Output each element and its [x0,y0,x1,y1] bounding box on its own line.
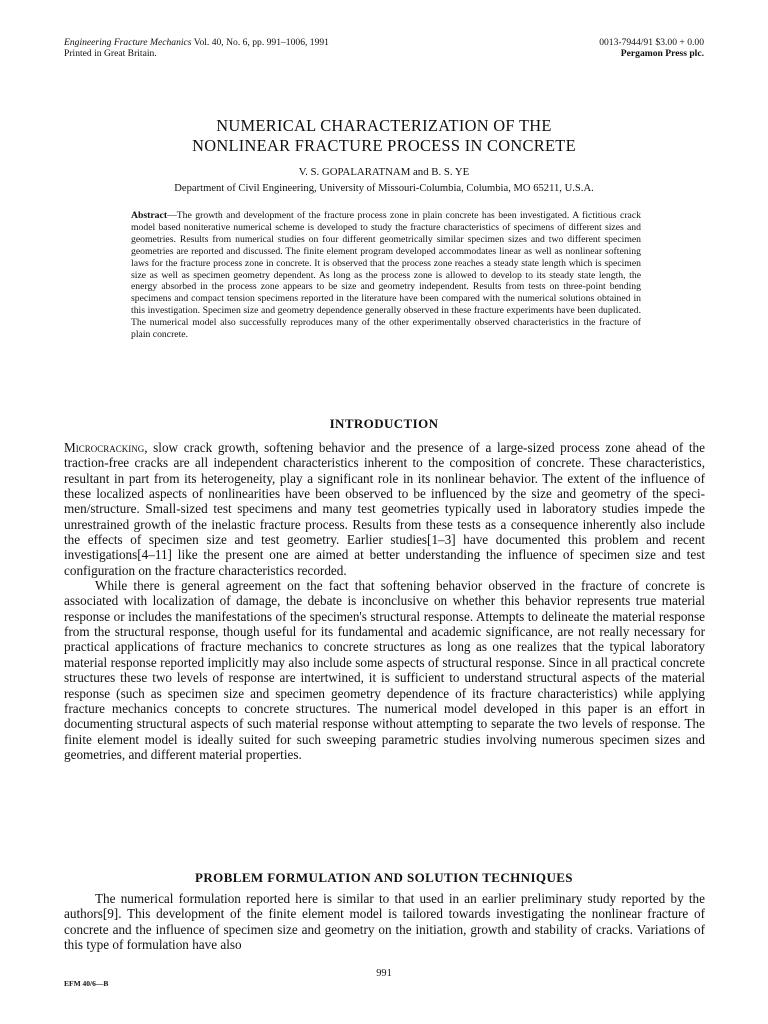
title-line-2: NONLINEAR FRACTURE PROCESS IN CONCRETE [192,136,576,155]
introduction-paragraph-2: While there is general agreement on the fact that softening behavior observed in the fracture of concrete is associated with localization of damage, the debate is inconclusive on whether this behavior represents true material response or includes the manifestations of the specimen's structural response. Attempts to delineate the material response from the structural response, though useful for its fundamental and academic significance, are not really necessary for practical applications of fracture mechanics to concrete structures as long as one realizes that the typical laboratory material response reported implicitly may also include some aspects of structural response. Since in all practical concrete structures these two levels of response are intertwined, it is sufficient to understand structural aspects of the material response (such as specimen size and specimen geometry dependence of its fracture characteristics) while applying fracture mechanics concepts to concrete structures. The numerical model developed in this paper is an effort in documenting structural aspects of such material response without attempting to separate the two levels of response. The finite element model is ideally suited for such sweeping parametric studies involving numerous specimen sizes and geometries, and different material properties. [64,578,705,762]
affiliation: Department of Civil Engineering, University of Missouri-Columbia, Columbia, MO 65211, U.S.A. [174,183,594,194]
paper-title [64,116,704,156]
abstract-label: Abstract [131,210,168,221]
footer-code: EFM 40/6—B [64,979,109,988]
abstract [131,210,641,341]
journal-name: Engineering Fracture Mechanics [64,37,192,48]
introduction-body [64,440,705,762]
introduction-paragraph-1 [64,440,705,578]
authors: V. S. GOPALARATNAM and B. S. YE [298,166,470,178]
paragraph-text: , slow crack growth, softening behavior and the presence of a large-sized process zone ahead of the traction-free cracks are all independent characteristics inherent to the composition of concrete. These characteristics, resultant in part from its heterogeneity, play a significant role in its nonlinear behavior. The extent of the influence of these localized aspects of nonlinearities have been observed to be influenced by the size and geometry of the speci-men/structure. Small-sized test specimens and many test geometries typically used in laboratory studies impede the unrestrained growth of the inelastic fracture process. Results from these tests as a consequence inherently also include the effects of specimen size and test geometry. Earlier studies[1–3] have documented this problem and recent investigations[4–11] like the present one are aimed at better understanding the influence of specimen size and test configuration on the fracture characteristics recorded. [64,440,705,578]
abstract-text: —The growth and development of the fracture process zone in plain concrete has been investigated. A fictitious crack model based noniterative numerical scheme is developed to study the fracture characteristics of specimens of different sizes and geometries. Results from numerical studies on four different geometrically similar specimen sizes and two different specimen geometries are reported and discussed. The finite element program developed accommodates linear as well as nonlinear softening laws for the fracture process zone in concrete. It is observed that the process zone reaches a steady state length which is specimen size as well as specimen geometry dependent. As long as the process zone is allowed to develop to its steady state length, the energy absorbed in the process zone appears to be size and geometry independent. Results from tests on three-point bending specimens and compact tension specimens reported in the literature have been compared with the numerical solutions obtained in this investigation. Specimen size and geometry dependence generally observed in these fracture experiments have been duplicated. The numerical model also successfully reproduces many of the other experimentally observed characteristics in the fracture of plain concrete. [131,210,641,341]
journal-header-left [64,37,329,59]
page-number: 991 [376,968,392,979]
problem-formulation-body [64,891,705,952]
title-line-1: NUMERICAL CHARACTERIZATION OF THE [216,116,552,135]
lead-word: Microcracking [64,440,145,455]
journal-citation-line [64,37,329,48]
publisher: Pergamon Press plc. [620,48,704,59]
printed-note: Printed in Great Britain. [64,48,157,59]
journal-citation: Vol. 40, No. 6, pp. 991–1006, 1991 [193,37,329,48]
problem-paragraph-1: The numerical formulation reported here is similar to that used in an earlier preliminary study reported by the authors[9]. This development of the finite element model is tailored towards investigating the nonlinear fracture of concrete and the influence of specimen size and geometry on the initiation, growth and stability of cracks. Variations of this type of formulation have also [64,891,705,953]
issn-price: 0013-7944/91 $3.00 + 0.00 [599,37,704,48]
section-heading-introduction: INTRODUCTION [329,416,439,431]
section-heading-problem-formulation: PROBLEM FORMULATION AND SOLUTION TECHNIQUES [195,870,573,885]
journal-header-right [599,37,704,59]
